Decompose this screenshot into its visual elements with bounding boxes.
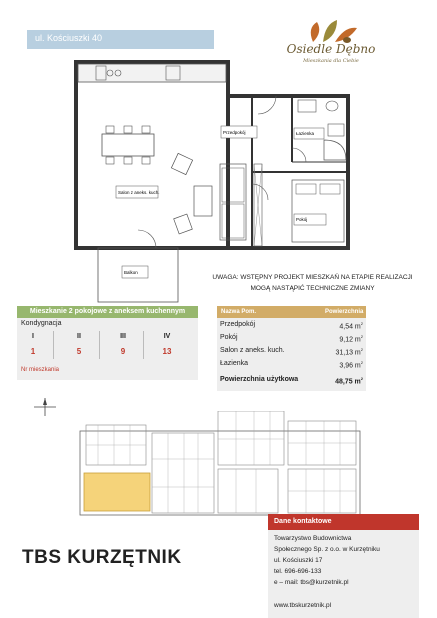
area-head-name: Nazwa Pom. xyxy=(221,309,257,315)
total-name: Powierzchnia użytkowa xyxy=(220,376,299,383)
logo-subtitle: Mieszkania dla Ciebie xyxy=(303,58,359,64)
room-area: 9,12 $m^2$ xyxy=(339,334,363,344)
apartment-floors xyxy=(17,318,198,380)
address-bar xyxy=(27,30,214,49)
company-line-2: Społecznego Sp. z o.o. w Kurzętniku xyxy=(274,546,380,553)
apartment-number: 9 xyxy=(120,347,126,356)
contact-details xyxy=(268,530,419,618)
plan-label-lazienka: Łazienka xyxy=(296,131,315,136)
apartment-card xyxy=(17,306,198,380)
floor-level: III xyxy=(120,333,126,340)
apartment-number: 5 xyxy=(76,347,82,356)
plan-label-pokoj: Pokój xyxy=(296,217,308,222)
company-email[interactable]: e – mail: tbs@kurzetnik.pl xyxy=(274,579,349,586)
area-row xyxy=(217,334,366,346)
company-line-1: Towarzystwo Budownictwa xyxy=(274,535,352,542)
notice-line-2: MOGĄ NASTĄPIĆ TECHNICZNE ZMIANY xyxy=(250,285,375,292)
floor-level: II xyxy=(77,333,81,340)
area-table xyxy=(217,306,366,391)
divider xyxy=(53,331,54,359)
area-row xyxy=(217,360,366,372)
company-website[interactable]: www.tbskurzetnik.pl xyxy=(274,602,332,609)
building-site-plan xyxy=(78,411,364,517)
number-label: Nr mieszkania xyxy=(21,367,60,373)
divider xyxy=(143,331,144,359)
highlighted-unit xyxy=(84,473,150,511)
company-phone: tel. 696-696-133 xyxy=(274,568,322,575)
plan-label-balkon: Balkon xyxy=(124,270,138,275)
floors-label: Kondygnacja xyxy=(21,320,62,327)
notice xyxy=(190,272,435,294)
plan-label-przedpokoj: Przedpokój xyxy=(223,130,246,135)
area-total-row xyxy=(217,376,366,388)
plan-label-salon: Salon z aneks. kuch. xyxy=(118,190,160,195)
total-area: 48,75 $m^2$ xyxy=(335,376,363,386)
area-row xyxy=(217,347,366,359)
room-area: 4,54 $m^2$ xyxy=(339,321,363,331)
compass-icon xyxy=(30,396,60,418)
apartment-number: 13 xyxy=(162,347,172,356)
area-table-header xyxy=(217,306,366,318)
room-name: Przedpokój xyxy=(220,321,256,328)
notice-line-1: UWAGA: WSTĘPNY PROJEKT MIESZKAŃ NA ETAPIE REALIZACJI xyxy=(212,274,413,281)
company-street: ul. Kościuszki 17 xyxy=(274,557,323,564)
room-name: Pokój xyxy=(220,334,238,341)
area-head-area: Powierzchnia xyxy=(325,309,364,315)
floor-level: IV xyxy=(163,333,171,340)
address-text: ul. Kościuszki 40 xyxy=(35,33,103,43)
room-name: Salon z aneks. kuch. xyxy=(220,347,285,354)
area-row xyxy=(217,321,366,333)
floor-level: I xyxy=(32,333,34,340)
tbs-kurzetnik-logo: TBS KURZĘTNIK xyxy=(22,547,182,568)
room-name: Łazienka xyxy=(220,360,249,367)
contact-title: Dane kontaktowe xyxy=(268,514,419,530)
room-area: 31,13 $m^2$ xyxy=(335,347,363,357)
apartment-title: Mieszkanie 2 pokojowe z aneksem kuchennym xyxy=(17,306,198,318)
logo-title: Osiedle Dębno xyxy=(286,42,376,56)
room-area: 3,96 $m^2$ xyxy=(339,360,363,370)
contact-box xyxy=(268,514,419,618)
divider xyxy=(99,331,100,359)
floor-plan xyxy=(66,56,366,308)
apartment-number: 1 xyxy=(30,347,36,356)
